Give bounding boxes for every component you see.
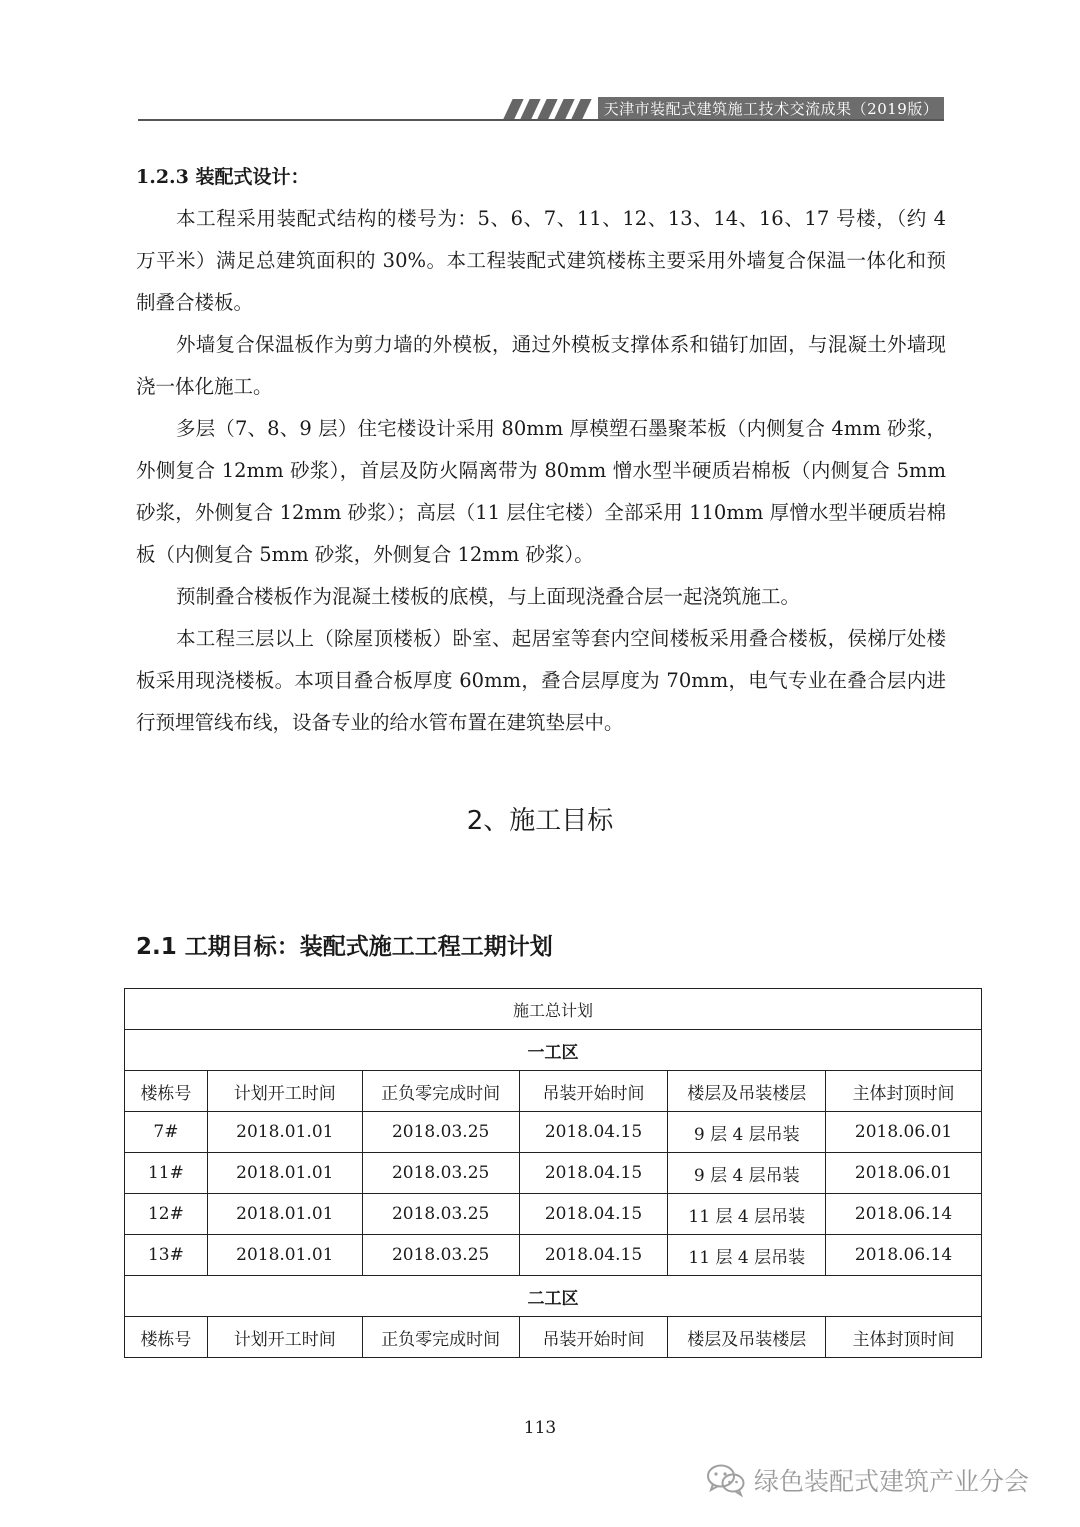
wechat-icon <box>706 1463 746 1497</box>
zone-row <box>125 1276 982 1317</box>
column-header: 楼层及吊装楼层 <box>668 1317 826 1358</box>
running-header <box>138 97 944 121</box>
paragraph-5: 本工程三层以上（除屋顶楼板）卧室、起居室等套内空间楼板采用叠合楼板，侯梯厅处楼板采用现浇楼板。本项目叠合板厚度 60mm，叠合层厚度为 70mm，电气专业在叠合层内进行预埋管线布线，设备专业的给水管布置在建筑垫层中。 <box>136 627 946 734</box>
header-stripes-decoration <box>500 99 595 119</box>
table-cell: 2018.03.25 <box>362 1153 519 1194</box>
column-header: 主体封顶时间 <box>826 1317 982 1358</box>
table-cell: 2018.04.15 <box>519 1153 668 1194</box>
construction-schedule-table <box>124 988 982 1358</box>
zone-label: 二工区 <box>125 1276 982 1317</box>
header-row <box>125 1071 982 1112</box>
table-cell: 2018.06.14 <box>826 1235 982 1276</box>
column-header: 吊装开始时间 <box>519 1071 668 1112</box>
page-number: 113 <box>523 1418 557 1438</box>
table-cell: 7# <box>125 1112 208 1153</box>
chapter-title: 2、施工目标 <box>466 806 614 836</box>
table-row <box>125 1153 982 1194</box>
column-header: 主体封顶时间 <box>826 1071 982 1112</box>
column-header: 吊装开始时间 <box>519 1317 668 1358</box>
table-row <box>125 1194 982 1235</box>
header-title: 天津市装配式建筑施工技术交流成果（2019版） <box>598 97 944 121</box>
table-cell: 11 层 4 层吊装 <box>668 1235 826 1276</box>
table-cell: 2018.04.15 <box>519 1112 668 1153</box>
table-row <box>125 1112 982 1153</box>
paragraph-1: 本工程采用装配式结构的楼号为：5、6、7、11、12、13、14、16、17 号楼，（约 4 万平米）满足总建筑面积的 30%。本工程装配式建筑楼栋主要采用外墙复合保温一体化和预制叠合楼板。 <box>136 207 946 314</box>
table-cell: 2018.06.14 <box>826 1194 982 1235</box>
table-cell: 2018.06.01 <box>826 1153 982 1194</box>
section-heading: 1.2.3 装配式设计： <box>136 166 310 188</box>
table-title-row <box>125 989 982 1030</box>
table-cell: 2018.06.01 <box>826 1112 982 1153</box>
table-cell: 2018.04.15 <box>519 1194 668 1235</box>
table-row <box>125 1235 982 1276</box>
header-rule <box>138 119 944 121</box>
header-row <box>125 1317 982 1358</box>
table-cell: 11# <box>125 1153 208 1194</box>
subsection-heading: 2.1 工期目标：装配式施工工程工期计划 <box>136 934 553 960</box>
table-cell: 2018.03.25 <box>362 1194 519 1235</box>
table-cell: 9 层 4 层吊装 <box>668 1153 826 1194</box>
watermark-text: 绿色装配式建筑产业分会 <box>754 1467 1030 1496</box>
table-cell: 9 层 4 层吊装 <box>668 1112 826 1153</box>
zone-row <box>125 1030 982 1071</box>
table-cell: 2018.01.01 <box>207 1153 362 1194</box>
watermark <box>706 1460 1029 1500</box>
table-cell: 2018.03.25 <box>362 1112 519 1153</box>
column-header: 楼栋号 <box>125 1071 208 1112</box>
column-header: 正负零完成时间 <box>362 1071 519 1112</box>
column-header: 楼栋号 <box>125 1317 208 1358</box>
table-cell: 2018.04.15 <box>519 1235 668 1276</box>
column-header: 计划开工时间 <box>207 1317 362 1358</box>
column-header: 楼层及吊装楼层 <box>668 1071 826 1112</box>
table-title: 施工总计划 <box>125 989 982 1030</box>
column-header: 计划开工时间 <box>207 1071 362 1112</box>
table-cell: 2018.01.01 <box>207 1194 362 1235</box>
table-cell: 2018.01.01 <box>207 1112 362 1153</box>
table-cell: 2018.03.25 <box>362 1235 519 1276</box>
table-cell: 12# <box>125 1194 208 1235</box>
table-cell: 11 层 4 层吊装 <box>668 1194 826 1235</box>
column-header: 正负零完成时间 <box>362 1317 519 1358</box>
table-cell: 2018.01.01 <box>207 1235 362 1276</box>
zone-label: 一工区 <box>125 1030 982 1071</box>
paragraph-4: 预制叠合楼板作为混凝土楼板的底模，与上面现浇叠合层一起浇筑施工。 <box>176 585 801 608</box>
paragraph-3: 多层（7、8、9 层）住宅楼设计采用 80mm 厚模塑石墨聚苯板（内侧复合 4mm 砂浆，外侧复合 12mm 砂浆），首层及防火隔离带为 80mm 憎水型半硬质岩棉板（内侧复合 5mm 砂浆，外侧复合 12mm 砂浆）；高层（11 层住宅楼）全部采用 110mm 厚憎水型半硬质岩棉板（内侧复合 5mm 砂浆，外侧复合 12mm 砂浆）。 <box>136 417 946 566</box>
table-cell: 13# <box>125 1235 208 1276</box>
paragraph-2: 外墙复合保温板作为剪力墙的外模板，通过外模板支撑体系和锚钉加固，与混凝土外墙现浇一体化施工。 <box>136 333 946 398</box>
